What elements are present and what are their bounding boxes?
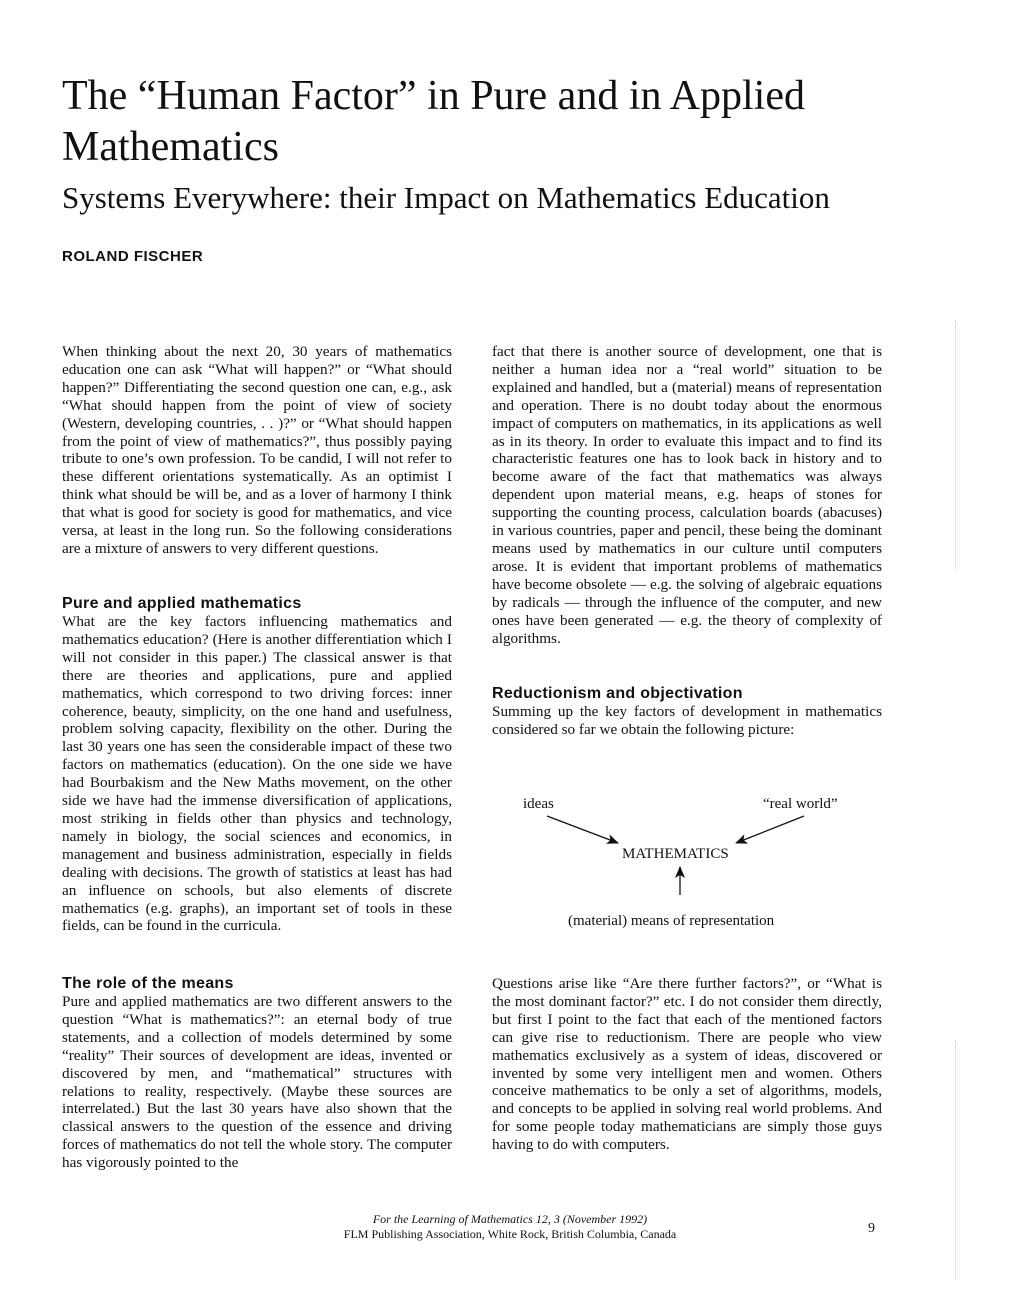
right-column-top-paragraph: fact that there is another source of development, one that is neither a human idea nor a “real world” situation to be explained and handled, but a (material) means of representation and operation. There is no doubt today about the enormous impact of computers on mathematics, in its applications as well as in its theory. In order to evaluate this impact and to find its characteristic features one has to look back in history and to become aware of the fact that mathematics was always dependent upon material means, e.g. heaps of stones for supporting the counting process, calculation boards (abacuses) in various countries, paper and pencil, these being the dominant means used by mathematics in our culture until computers arose. It is evident that important problems of mathematics have become obsolete — e.g. the solving of algebraic equations by radicals — through the influence of the computer, and new ones have been generated — e.g. the theory of complexity of algorithms.	[492, 343, 882, 647]
factors-diagram	[492, 790, 882, 940]
right-column-bottom-paragraph: Questions arise like “Are there further factors?”, or “What is the most dominant factor?” etc. I do not consider them directly, but first I point to the fact that each of the mentioned factors can give rise to reductionism. There are people who view mathematics exclusively as a system of ideas, discovered or invented by some very intelligent men and women. Others conceive mathematics to be only a set of algorithms, models, and concepts to be applied in solving real world problems. And for some people today mathematicians are simply those guys having to do with computers.	[492, 975, 882, 1154]
scan-margin-mark-lower	[955, 1040, 957, 1280]
page-number: 9	[868, 1221, 875, 1236]
section-heading-reductionism: Reductionism and objectivation	[492, 685, 743, 702]
right-column-bottom-block	[492, 975, 882, 1154]
diagram-label-means: (material) means of representation	[568, 913, 775, 929]
intro-paragraph: When thinking about the next 20, 30 years of mathematics education one can ask “What will happen?” or “What should happen?” Differentiating the second question one can, e.g., ask “What should happen from the point of view of society (Western, developing countries, . . )?” or “What should happen from the point of view of mathematics?”, thus possibly paying tribute to one’s own profession. To be candid, I will not refer to these different orientations systematically. As an optimist I think what should be will be, and as a lover of harmony I think that what is good for society is good for mathematics, and vice versa, at least in the long run. So the following considerations are a mixture of answers to very different questions.	[62, 343, 452, 557]
diagram-arrows	[492, 790, 882, 940]
article-subtitle: Systems Everywhere: their Impact on Mathematics Education	[62, 180, 830, 215]
intro-paragraph-block	[62, 343, 452, 558]
arrow-ideas-to-mathematics	[547, 816, 618, 843]
article-title-line-2: Mathematics	[62, 124, 279, 170]
article-title-line-1: The “Human Factor” in Pure and in Applied	[62, 73, 805, 119]
section-pure-applied-block	[62, 613, 452, 935]
section-reductionism-block	[492, 703, 882, 739]
footer-publisher-line: FLM Publishing Association, White Rock, British Columbia, Canada	[343, 1227, 677, 1241]
footer-journal-line: For the Learning of Mathematics 12, 3 (November 1992)	[372, 1212, 648, 1226]
section-reductionism-paragraph: Summing up the key factors of development in mathematics considered so far we obtain the following picture:	[492, 703, 882, 738]
section-heading-pure-applied: Pure and applied mathematics	[62, 595, 302, 612]
section-role-of-means-paragraph: Pure and applied mathematics are two different answers to the question “What is mathematics?”: an eternal body of true statements, and a collection of models determined by some “reality” Their sources of development are ideas, invented or discovered by men, and “mathematical” structures with relations to reality, respectively. (Maybe these sources are interrelated.) But the last 30 years have also shown that the classical answers to the question of the essence and driving forces of mathematics do not tell the whole story. The computer has vigorously pointed to the	[62, 993, 452, 1172]
section-role-of-means-block	[62, 993, 452, 1172]
right-column-top-block	[492, 343, 882, 647]
arrow-real-world-to-mathematics	[736, 816, 804, 843]
diagram-label-ideas: ideas	[523, 796, 554, 812]
diagram-label-real-world: “real world”	[763, 796, 838, 812]
author-name: ROLAND FISCHER	[62, 248, 204, 265]
diagram-label-mathematics: MATHEMATICS	[622, 846, 729, 862]
section-heading-role-of-means: The role of the means	[62, 975, 234, 992]
scan-margin-mark	[955, 320, 957, 570]
section-pure-applied-paragraph: What are the key factors influencing mathematics and mathematics education? (Here is another differentiation which I will not consider in this paper.) The classical answer is that there are theories and applications, pure and applied mathematics, which correspond to two driving forces: inner coherence, beauty, simplicity, on the one hand and usefulness, problem solving capacity, flexibility on the other. During the last 30 years one has seen the considerable impact of these two factors on mathematics (education). On the one side we have had Bourbakism and the New Maths movement, on the other side we have had the immense diversification of applications, most striking in fields other than physics and technology, namely in biology, the social sciences and economics, in management and business administration, especially in fields dealing with decisions. The growth of statistics at least has had an influence on schools, but also elements of discrete mathematics (e.g. graphs), an important set of tools in these fields, can be found in the curricula.	[62, 613, 452, 935]
